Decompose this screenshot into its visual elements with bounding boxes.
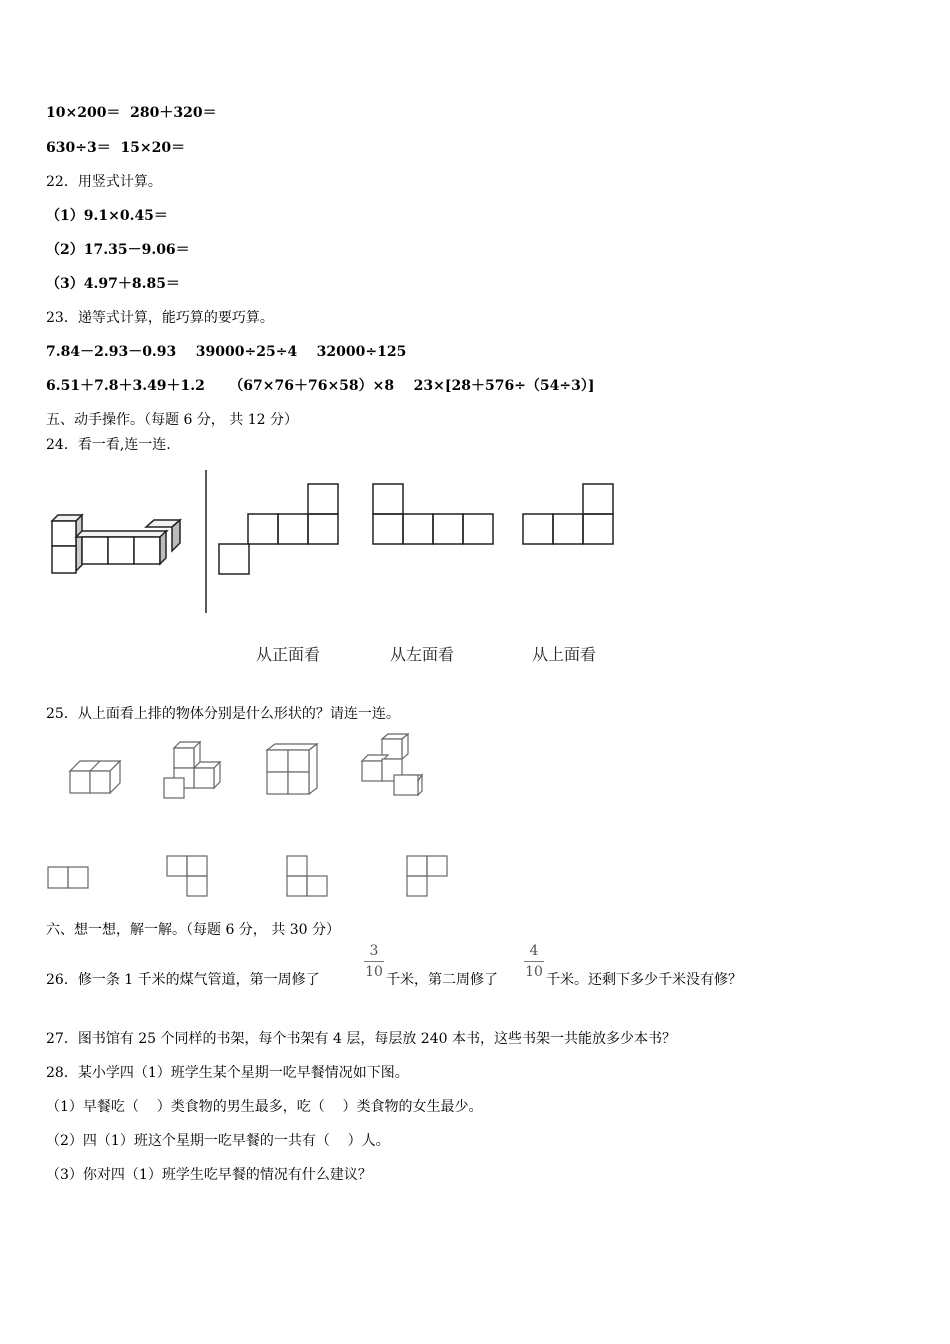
caption-top-view: 从上面看 (532, 645, 597, 664)
q25-object-2 (162, 740, 226, 800)
q24-solid-figure (46, 515, 186, 580)
question-25: 25．从上面看上排的物体分别是什么形状的？请连一连。 (46, 706, 400, 722)
fraction-four-tenths (524, 943, 544, 980)
q24-view-shape-1 (218, 483, 340, 575)
fraction-numerator: 3 (369, 943, 379, 959)
fraction-denominator: 10 (525, 964, 543, 980)
question-26-part-b: 千米，第二周修了 (386, 972, 498, 988)
question-23-b: 6.51＋7.8＋3.49＋1.2 （67×76＋76×58）×8 23×[28＋576÷（54÷3）] (46, 378, 595, 394)
calc-line-1: 10×200＝ 280＋320＝ (46, 105, 217, 121)
question-22-1: （1）9.1×0.45＝ (46, 208, 168, 224)
q25-object-4 (358, 733, 424, 797)
question-26-part-a: 26．修一条 1 千米的煤气管道，第一周修了 (46, 972, 320, 988)
fraction-denominator: 10 (365, 964, 383, 980)
fraction-numerator: 4 (529, 943, 539, 959)
fraction-bar (524, 961, 544, 962)
q24-divider-line (205, 470, 209, 613)
q25-object-1 (68, 755, 124, 797)
question-23: 23．递等式计算，能巧算的要巧算。 (46, 310, 274, 326)
fraction-three-tenths (364, 943, 384, 980)
section-5-heading: 五、动手操作。（每题 6 分， 共 12 分） (46, 412, 298, 428)
question-26-part-c: 千米。还剩下多少千米没有修？ (546, 972, 742, 988)
question-27: 27．图书馆有 25 个同样的书架，每个书架有 4 层，每层放 240 本书，这些书架一共能放多少本书？ (46, 1031, 676, 1047)
q25-view-1 (47, 866, 91, 890)
q24-view-shape-3 (522, 483, 616, 547)
q24-view-shape-2 (372, 483, 496, 547)
section-6-heading: 六、想一想，解一解。（每题 6 分， 共 30 分） (46, 922, 340, 938)
question-28: 28．某小学四（1）班学生某个星期一吃早餐情况如下图。 (46, 1065, 409, 1081)
question-24: 24．看一看,连一连. (46, 437, 171, 453)
question-28-2: （2）四（1）班这个星期一吃早餐的一共有（ ）人。 (46, 1133, 390, 1149)
q25-view-3 (286, 855, 330, 899)
caption-left-view: 从左面看 (390, 645, 455, 664)
question-28-3: （3）你对四（1）班学生吃早餐的情况有什么建议？ (46, 1167, 372, 1183)
question-28-1: （1）早餐吃（ ）类食物的男生最多，吃（ ）类食物的女生最少。 (46, 1099, 483, 1115)
q25-view-4 (406, 855, 450, 899)
caption-front-view: 从正面看 (256, 645, 321, 664)
question-22-3: （3）4.97＋8.85＝ (46, 276, 180, 292)
question-23-a: 7.84－2.93－0.93 39000÷25÷4 32000÷125 (46, 344, 407, 360)
q25-view-2 (166, 855, 210, 899)
question-22-2: （2）17.35－9.06＝ (46, 242, 190, 258)
q25-object-3 (265, 742, 321, 798)
calc-line-2: 630÷3＝ 15×20＝ (46, 140, 186, 156)
question-22: 22．用竖式计算。 (46, 174, 162, 190)
fraction-bar (364, 961, 384, 962)
